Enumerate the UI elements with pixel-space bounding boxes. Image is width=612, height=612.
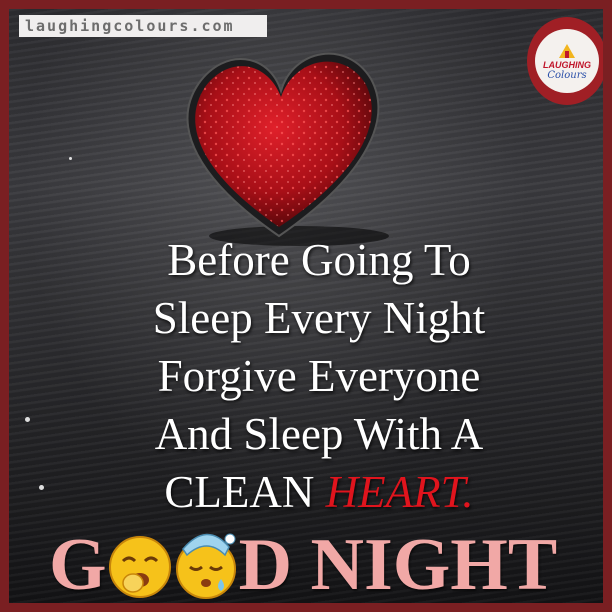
quote-heart-word: HEART. xyxy=(325,467,474,517)
good-night-title xyxy=(49,525,609,605)
quote-clean-word: CLEAN xyxy=(164,467,315,517)
quote-line-5 xyxy=(69,463,569,521)
quote-line-4: And Sleep With A xyxy=(154,409,484,459)
logo-text-top: LAUGHING xyxy=(543,59,591,70)
sparkle xyxy=(69,157,72,160)
site-watermark: laughingcolours.com xyxy=(19,15,267,37)
heart-icon xyxy=(159,31,399,251)
quote-line-3: Forgive Everyone xyxy=(157,351,481,401)
logo-badge xyxy=(535,29,599,93)
quote-line-2: Sleep Every Night xyxy=(152,293,486,343)
sparkle xyxy=(25,417,30,422)
good-night-rest: D NIGHT xyxy=(238,524,558,606)
good-night-first-letter: G xyxy=(49,524,107,606)
sleepy-emoji-icon xyxy=(107,525,173,601)
quote-text xyxy=(69,231,569,521)
sleeping-emoji-icon xyxy=(173,525,239,601)
logo-mark-icon xyxy=(557,42,577,60)
quote-line-1: Before Going To xyxy=(167,235,471,285)
logo-icon xyxy=(527,17,607,105)
logo-text-bottom: Colours xyxy=(547,69,587,81)
sparkle xyxy=(39,485,44,490)
